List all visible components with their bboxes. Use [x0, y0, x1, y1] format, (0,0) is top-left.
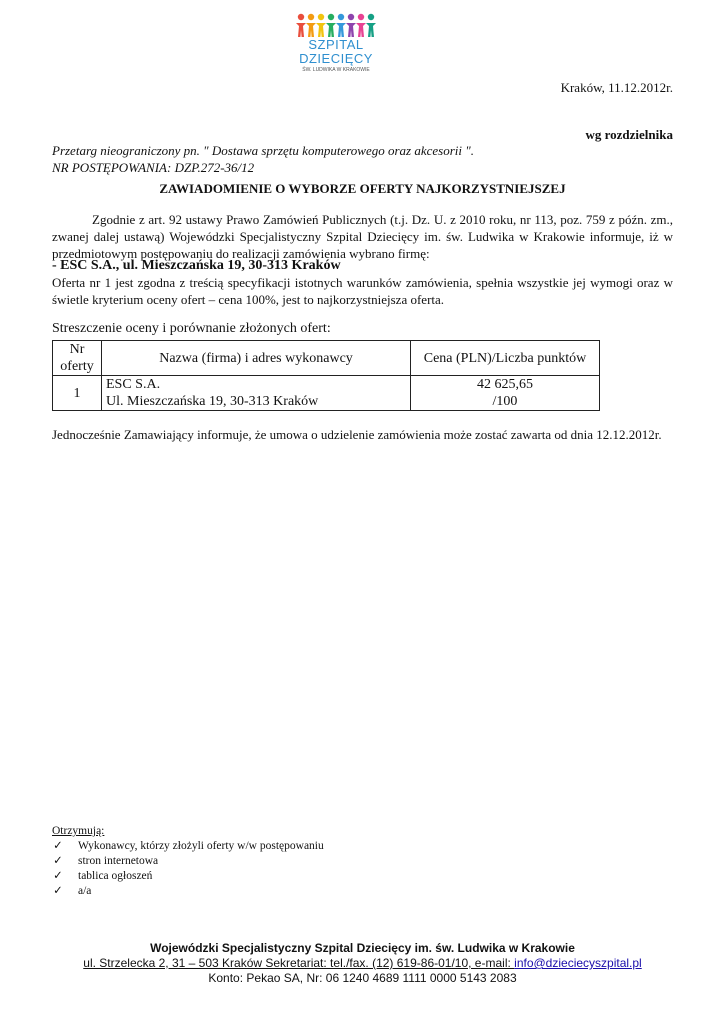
- logo-text-dzieciecy: DZIECIĘCY: [299, 51, 373, 66]
- checkmark-icon: ✓: [53, 870, 63, 882]
- footer-address: ul. Strzelecka 2, 31 – 503 Kraków Sekretariat: tel./fax. (12) 619-86-01/10, e-mail: info@dzieciecyszpital.pl: [83, 956, 642, 970]
- child-figure: [306, 14, 316, 37]
- place-date: Kraków, 11.12.2012r.: [560, 80, 673, 95]
- child-figure: [336, 14, 346, 37]
- checkmark-icon: ✓: [53, 885, 63, 897]
- recipients-section: [52, 824, 452, 899]
- child-figure: [356, 14, 366, 37]
- checkmark-icon: ✓: [53, 855, 63, 867]
- notice-title: ZAWIADOMIENIE O WYBORZE OFERTY NAJKORZYSTNIEJSZEJ: [159, 181, 566, 196]
- footer-bank-account: Konto: Pekao SA, Nr: 06 1240 4689 1111 0000 5143 2083: [208, 971, 517, 985]
- header-nr: Nr oferty: [53, 341, 102, 376]
- justification-paragraph: Oferta nr 1 jest zgodna z treścią specyfikacji istotnych warunków zamówienia, spełnia wszystkie jej wymogi oraz w świetle kryterium oceny ofert – cena 100%, jest to najkorzystniejsza oferta.: [52, 275, 673, 307]
- child-figure: [326, 14, 336, 37]
- price-value: 42 625,65: [477, 377, 533, 392]
- contract-date-paragraph: Jednocześnie Zamawiający informuje, że umowa o udzielenie zamówienia może zostać zawarta od dnia 12.12.2012r.: [52, 427, 662, 442]
- list-item: ✓ tablica ogłoszeń: [53, 870, 153, 882]
- child-figure: [366, 14, 376, 37]
- children-figures-icon: [296, 12, 376, 38]
- cell-nr: 1: [53, 376, 102, 411]
- intro-paragraph: Zgodnie z art. 92 ustawy Prawo Zamówień Publicznych (t.j. Dz. U. z 2010 roku, nr 113, poz. 759 z późn. zm., zwanej dalej ustawą) Wojewódzki Specjalistyczny Szpital Dziecięcy im. św. Ludwika w Krakowie informuje, iż w przedmiotowym postępowaniu do realizacji zamówienia wybrano firmę:: [52, 212, 673, 261]
- child-figure: [316, 14, 326, 37]
- logo-text-subtitle: ŚW. LUDWIKA W KRAKOWIE: [302, 67, 370, 73]
- summary-heading: Streszczenie oceny i porównanie złożonych ofert:: [52, 321, 331, 336]
- tender-name: Przetarg nieograniczony pn. " Dostawa sprzętu komputerowego oraz akcesorii ".: [52, 143, 474, 158]
- checkmark-icon: ✓: [53, 840, 63, 852]
- offers-table: [52, 340, 600, 411]
- cell-price-points: [411, 376, 600, 411]
- selected-contractor: - ESC S.A., ul. Mieszczańska 19, 30-313 Kraków: [52, 258, 341, 273]
- table-row: [53, 376, 600, 411]
- addressee: wg rozdzielnika: [585, 127, 673, 142]
- logo-text-szpital: SZPITAL: [308, 37, 364, 52]
- tender-number: NR POSTĘPOWANIA: DZP.272-36/12: [52, 160, 255, 175]
- points-value: /100: [492, 394, 518, 409]
- footer: [0, 941, 725, 986]
- hospital-logo: [296, 12, 376, 76]
- header-price: Cena (PLN)/Liczba punktów: [411, 341, 600, 376]
- cell-name-address: [102, 376, 411, 411]
- list-item: ✓ stron internetowa: [53, 855, 159, 867]
- child-figure: [296, 14, 306, 37]
- header-name: Nazwa (firma) i adres wykonawcy: [102, 341, 411, 376]
- recipients-list: [52, 839, 452, 899]
- list-item: ✓ a/a: [53, 885, 92, 897]
- table-header-row: [53, 341, 600, 376]
- tender-info: [52, 142, 673, 176]
- child-figure: [346, 14, 356, 37]
- contractor-name: ESC S.A.: [106, 377, 161, 392]
- footer-hospital-name: Wojewódzki Specjalistyczny Szpital Dziecięcy im. św. Ludwika w Krakowie: [150, 941, 575, 955]
- recipients-heading: Otrzymują:: [52, 825, 105, 837]
- list-item: ✓ Wykonawcy, którzy złożyli oferty w/w postępowaniu: [53, 840, 324, 852]
- footer-email-link[interactable]: info@dzieciecyszpital.pl: [514, 956, 642, 970]
- contractor-address: Ul. Mieszczańska 19, 30-313 Kraków: [106, 394, 319, 409]
